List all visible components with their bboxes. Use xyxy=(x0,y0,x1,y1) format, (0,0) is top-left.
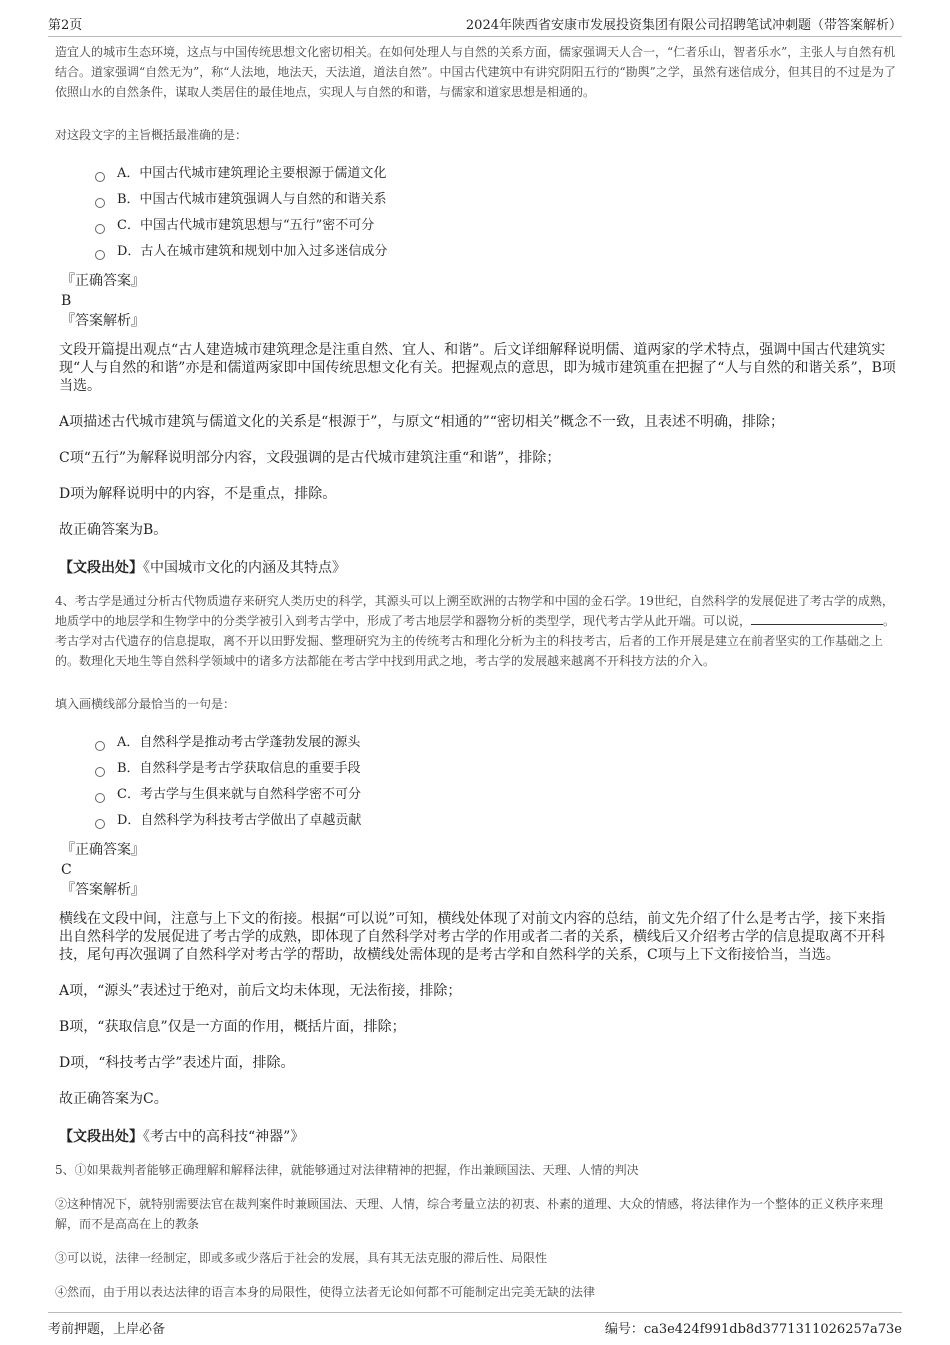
fill-blank xyxy=(751,612,883,625)
q5-item-3: ③可以说，法律一经制定，即或多或少落后于社会的发展，具有其无法克服的滞后性、局限性 xyxy=(55,1251,548,1265)
q3-option-a[interactable]: A．中国古代城市建筑理论主要根源于儒道文化 xyxy=(95,161,897,187)
q5-item-1: 5、①如果裁判者能够正确理解和解释法律，就能够通过对法律精神的把握，作出兼顾国法、天理、人情的判决 xyxy=(55,1163,639,1177)
q3-correct-label: 『正确答案』 xyxy=(61,273,145,289)
q4-analysis-p1: 横线在文段中间，注意与上下文的衔接。根据“可以说”可知，横线处体现了对前文内容的总结，前文先介绍了什么是考古学，接下来指出自然科学的发展促进了考古学的成熟，即体现了自然科学对考古学的作用或者二者的关系，横线后又介绍考古学的信息提取离不开科技，尾句再次强调了自然科学对考古学的帮助，故横线处需体现的是考古学和自然科学的关系，C项与上下文衔接恰当，当选。 xyxy=(59,911,886,963)
q3-analysis-p1: 文段开篇提出观点“古人建造城市建筑理念是注重自然、宜人、和谐”。后文详细解释说明儒、道两家的学术特点，强调中国古代建筑实现“人与自然的和谐”亦是和儒道两家即中国传统思想文化有关。把握观点的意思，即为城市建筑重在把握了“人与自然的和谐关系”，B项当选。 xyxy=(59,342,896,394)
q4-analysis-p4: D项，“科技考古学”表述片面，排除。 xyxy=(59,1055,295,1071)
q3-analysis-p2: A项描述古代城市建筑与儒道文化的关系是“根源于”，与原文“相通的”“密切相关”概念不一致，且表述不明确，排除； xyxy=(59,414,785,430)
q4-passage: 4、考古学是通过分析古代物质遗存来研究人类历史的科学，其源头可以上溯至欧洲的古物学和中国的金石学。19世纪，自然科学的发展促进了考古学的成熟，地质学中的地层学和生物学中的分类学被引入到考古学中，形成了考古地层学和器物分析的类型学，现代考古学从此开端。可以说， 。考古学对古代遗存的信息提取，离不开以田野发掘、整理研究为主的传统考古和理化分析为主的科技考古，后者的工作开展是建立在前者坚实的工作基础之上的。数理化天地生等自然科学领域中的诸多方法都能在考古学中找到用武之地，考古学的发展越来越离不开科技方法的介入。 xyxy=(55,594,896,668)
radio-icon[interactable] xyxy=(95,793,105,803)
q3-correct-answer: B xyxy=(61,293,72,309)
q4-analysis-p3: B项，“获取信息”仅是一方面的作用，概括片面，排除； xyxy=(59,1019,406,1035)
q4-option-d[interactable]: D．自然科学为科技考古学做出了卓越贡献 xyxy=(95,808,897,834)
q4-options xyxy=(95,730,897,834)
q3-option-b[interactable]: B．中国古代城市建筑强调人与自然的和谐关系 xyxy=(95,187,897,213)
radio-icon[interactable] xyxy=(95,224,105,234)
q4-analysis-p5: 故正确答案为C。 xyxy=(59,1091,168,1107)
q5-item-4: ④然而，由于用以表达法律的语言本身的局限性，使得立法者无论如何都不可能制定出完美无缺的法律 xyxy=(55,1285,596,1299)
q3-prompt: 对这段文字的主旨概括最准确的是： xyxy=(55,128,248,142)
footer-slogan: 考前押题，上岸必备 xyxy=(48,1322,166,1337)
q4-analysis-label: 『答案解析』 xyxy=(61,882,145,898)
q4-option-c[interactable]: C．考古学与生俱来就与自然科学密不可分 xyxy=(95,782,897,808)
radio-icon[interactable] xyxy=(95,819,105,829)
q3-analysis-p5: 故正确答案为B。 xyxy=(59,522,168,538)
radio-icon[interactable] xyxy=(95,250,105,260)
page-header xyxy=(48,10,902,37)
q4-correct-answer: C xyxy=(61,862,72,878)
q3-source: 【文段出处】《中国城市文化的内涵及其特点》 xyxy=(59,560,346,576)
radio-icon[interactable] xyxy=(95,172,105,182)
q3-options xyxy=(95,161,897,265)
q4-option-b[interactable]: B．自然科学是考古学获取信息的重要手段 xyxy=(95,756,897,782)
q3-analysis xyxy=(59,341,897,539)
q4-source: 【文段出处】《考古中的高科技“神器”》 xyxy=(59,1129,305,1145)
q3-analysis-p4: D项为解释说明中的内容，不是重点，排除。 xyxy=(59,486,337,502)
radio-icon[interactable] xyxy=(95,198,105,208)
q4-option-a[interactable]: A．自然科学是推动考古学蓬勃发展的源头 xyxy=(95,730,897,756)
document-title: 2024年陕西省安康市发展投资集团有限公司招聘笔试冲刺题（带答案解析） xyxy=(465,18,902,33)
radio-icon[interactable] xyxy=(95,741,105,751)
q3-option-c[interactable]: C．中国古代城市建筑思想与“五行”密不可分 xyxy=(95,213,897,239)
q4-analysis xyxy=(59,910,897,1108)
page-content xyxy=(55,42,897,1302)
q4-analysis-p2: A项，“源头”表述过于绝对，前后文均未体现，无法衔接，排除； xyxy=(59,983,462,999)
q3-analysis-label: 『答案解析』 xyxy=(61,313,145,329)
q4-prompt: 填入画横线部分最恰当的一句是： xyxy=(55,697,236,711)
q3-option-d[interactable]: D．古人在城市建筑和规划中加入过多迷信成分 xyxy=(95,239,897,265)
radio-icon[interactable] xyxy=(95,767,105,777)
page-footer xyxy=(48,1312,902,1339)
q4-correct-label: 『正确答案』 xyxy=(61,842,145,858)
q5-item-2: ②这种情况下，就特别需要法官在裁判案件时兼顾国法、天理、人情，综合考量立法的初衷、朴素的道理、大众的情感，将法律作为一个整体的正义秩序来理解，而不是高高在上的教条 xyxy=(55,1197,884,1231)
page-number: 第2页 xyxy=(48,18,83,33)
footer-serial: 编号：ca3e424f991db8d3771311026257a73e xyxy=(604,1322,902,1337)
q3-analysis-p3: C项“五行”为解释说明部分内容，文段强调的是古代城市建筑注重“和谐”，排除； xyxy=(59,450,561,466)
q3-passage: 造宜人的城市生态环境，这点与中国传统思想文化密切相关。在如何处理人与自然的关系方面，儒家强调天人合一，“仁者乐山，智者乐水”，主张人与自然有机结合。道家强调“自然无为”，称“人法地，地法天，天法道，道法自然”。中国古代建筑中有讲究阴阳五行的“勘舆”之学，虽然有迷信成分，但其目的不过是为了依照山水的自然条件，谋取人类居住的最佳地点，实现人与自然的和谐，与儒家和道家思想是相通的。 xyxy=(55,45,896,99)
